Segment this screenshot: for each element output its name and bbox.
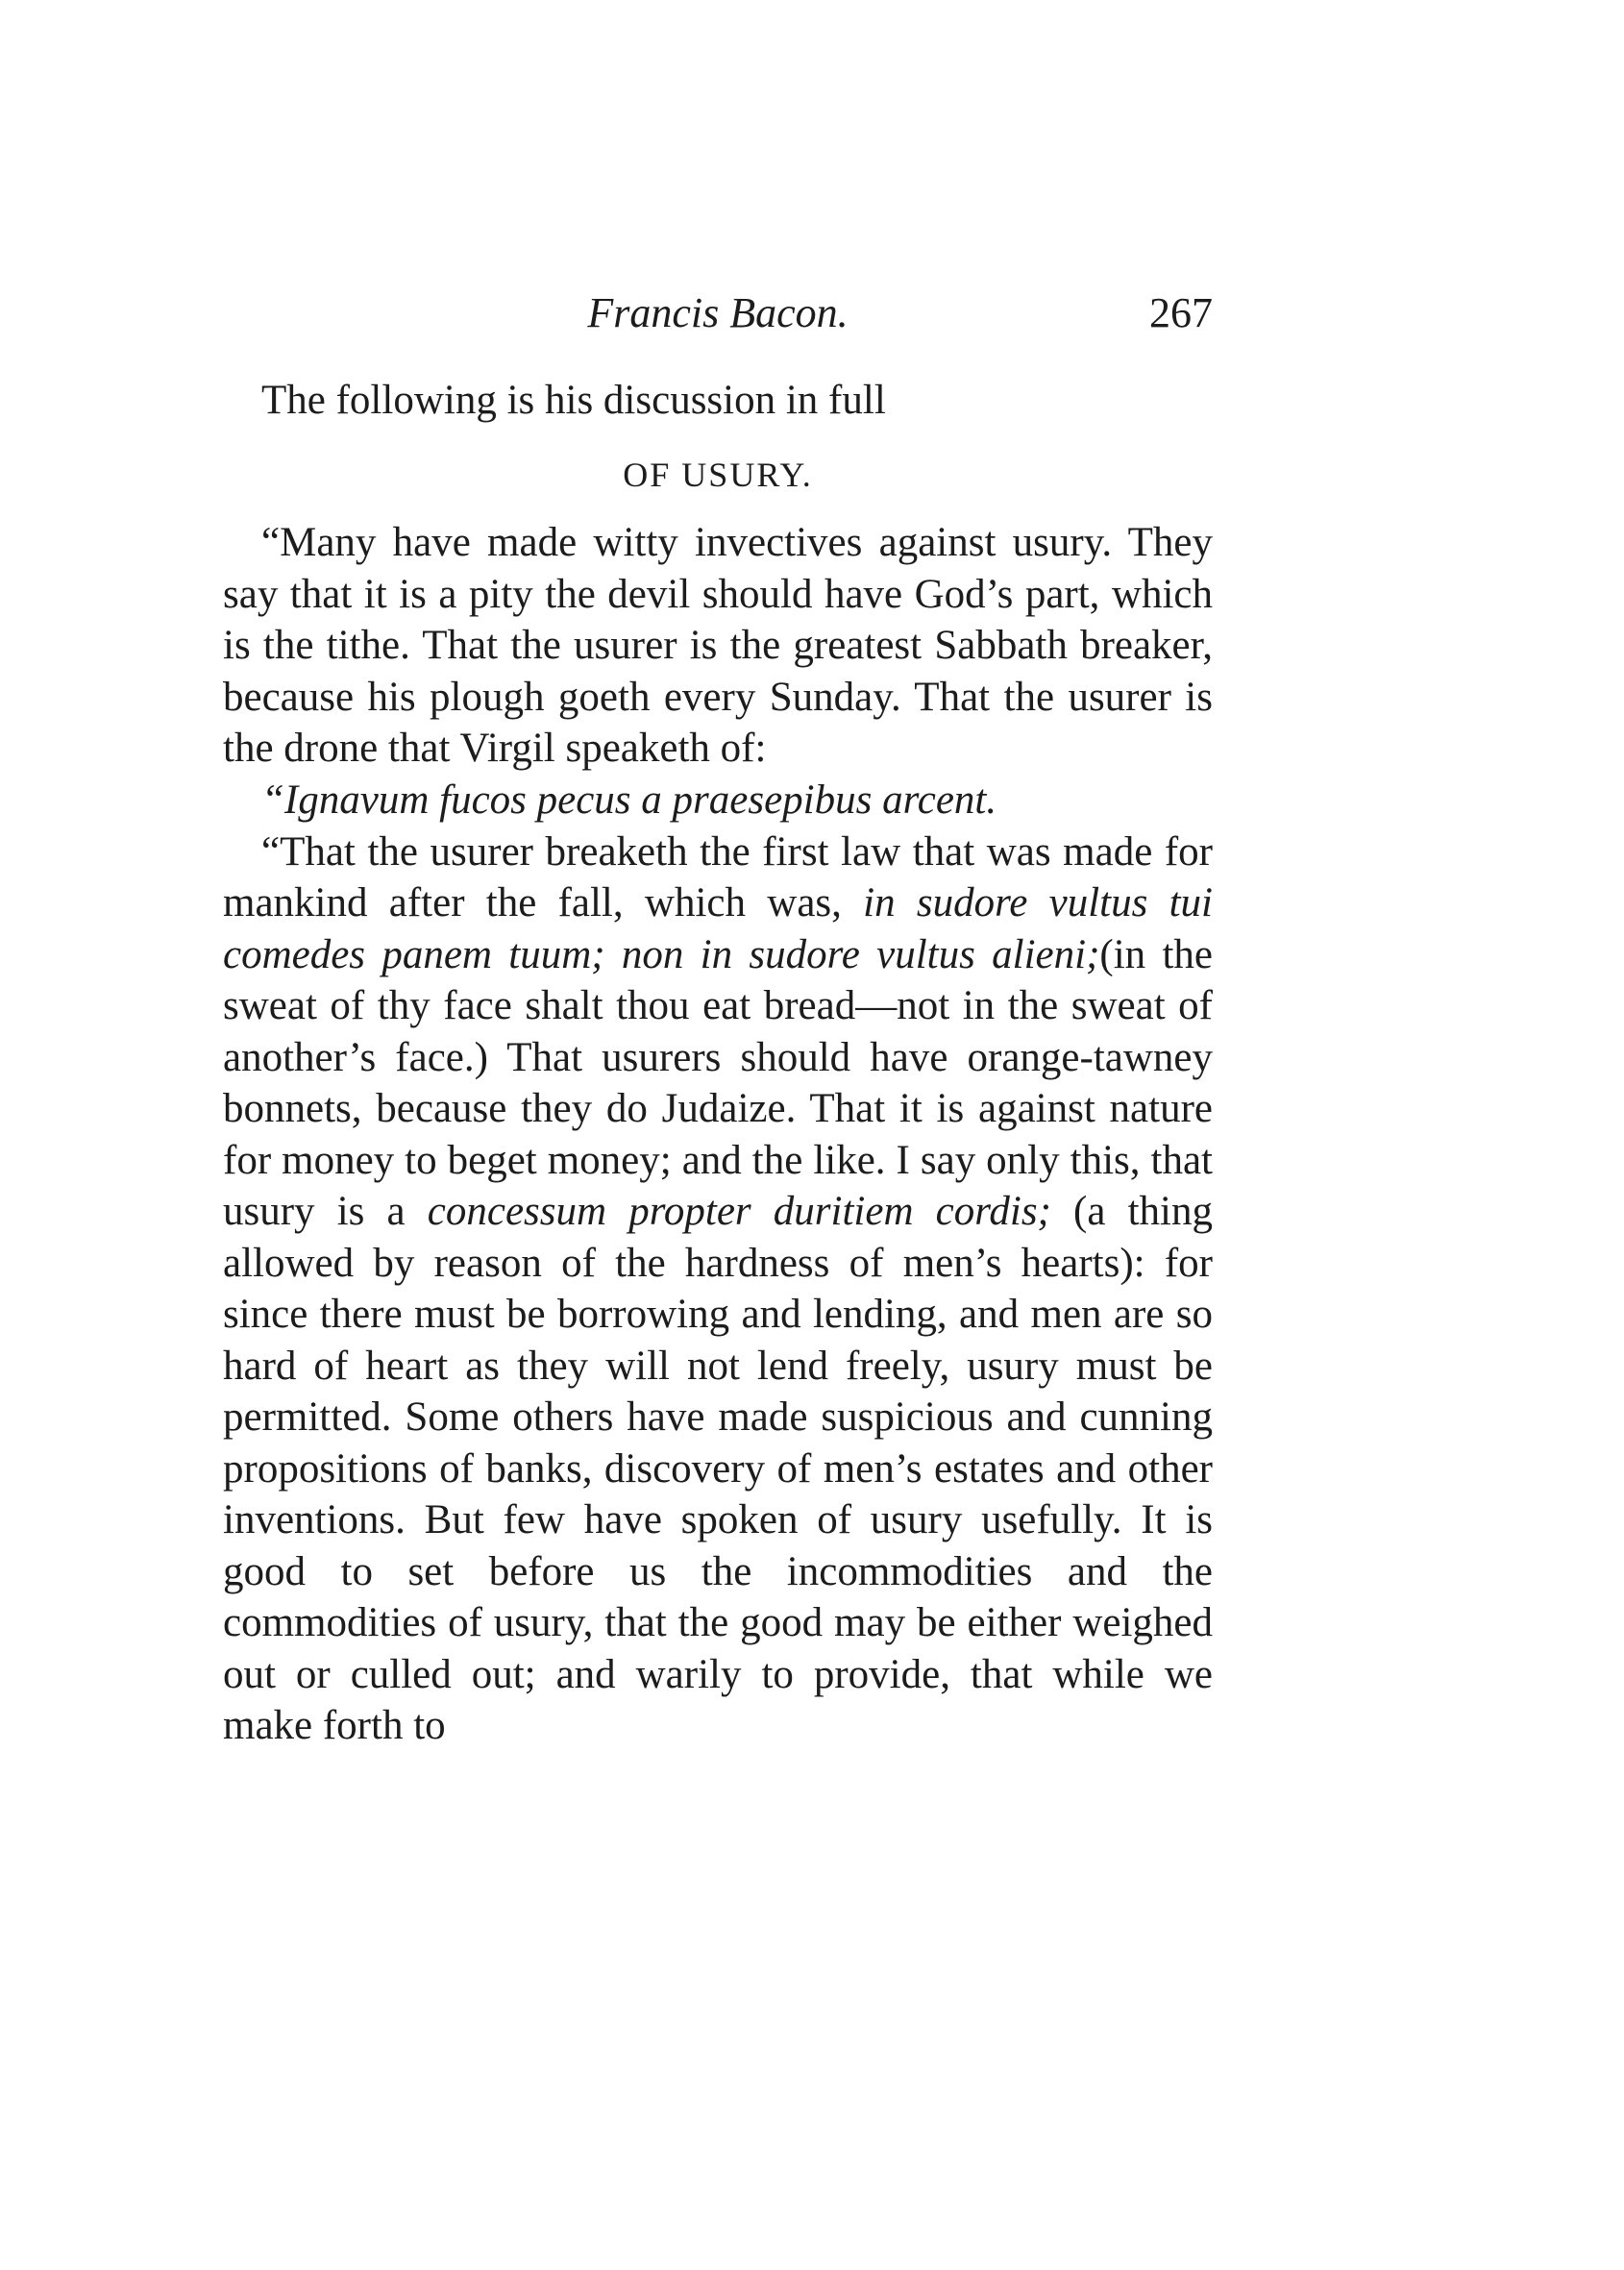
page-number: 267	[1149, 289, 1213, 336]
paragraph-2-part-3: (a thing allowed by reason of the hardness of men’s hearts): for since there must be borrowing and lending, and men are so hard of heart as they will not lend freely, usury must be permitted. Some others have made suspicious and cunning propositions of banks, discovery of men’s estates and other inventions. But few have spoken of usury usefully. It is good to set before us the incommodities and the commodities of usury, that the good may be either weighed out or culled out; and warily to provide, that while we make forth to	[223, 1189, 1213, 1748]
intro-line: The following is his discussion in full	[261, 378, 886, 423]
running-head-title: Francis Bacon.	[587, 289, 849, 336]
paragraph-2-part-2: (in the sweat of thy face shalt thou eat bread—not in the sweat of another’s face.) That usurers should have orange-tawney bonnets, because they do Judaize. That it is against nature for money to beget money; and the like. I say only this, that usury is a	[223, 931, 1213, 1234]
paragraph-2-part-1: “That the usurer breaketh the first law that was made for mankind after the fall, which was,	[223, 828, 1213, 925]
paragraph-1: “Many have made witty invectives against usury. They say that it is a pity the devil should have God’s part, which is the tithe. That the usurer is the greatest Sabbath breaker, because his plough goeth every Sunday. That the usurer is the drone that Virgil speaketh of:	[223, 520, 1213, 771]
latin-quotation: “Ignavum fucos pecus a praesepibus arcent.	[261, 777, 997, 823]
running-head	[223, 288, 1213, 356]
latin-phrase-sudore: in sudore vultus tui comedes panem tuum; non in sudore vultus alieni;	[223, 880, 1214, 977]
paragraph-2	[223, 827, 1213, 1752]
section-heading: OF USURY.	[623, 456, 813, 494]
book-page	[223, 288, 1213, 1752]
latin-phrase-concessum: concessum propter duritiem cordis;	[427, 1189, 1051, 1234]
